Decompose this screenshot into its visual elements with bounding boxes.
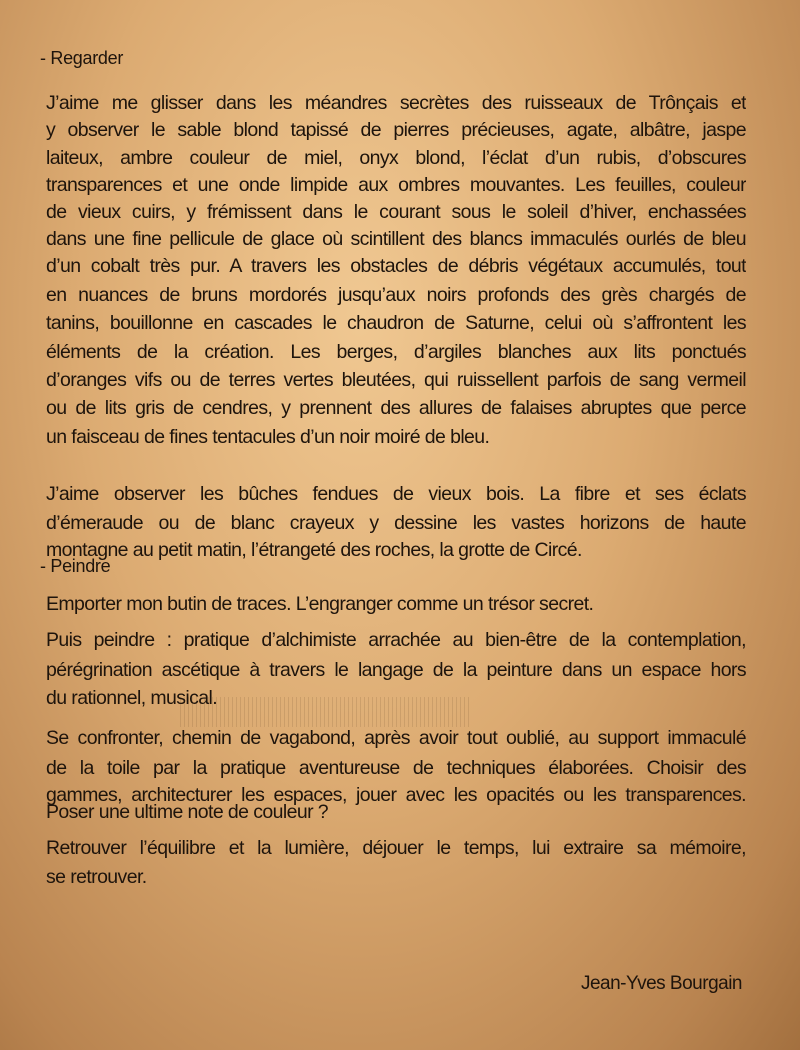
paragraph-line: dans une fine pellicule de glace où scintillent des blancs immaculés ourlés de bleu — [46, 228, 746, 250]
paragraph-line: tanins, bouillonne en cascades le chaudron de Saturne, celui où s’affrontent les — [46, 312, 746, 334]
paragraph-line: d’oranges vifs ou de terres vertes bleutées, qui ruissellent parfois de sang vermeil — [46, 369, 746, 391]
paragraph-line: un faisceau de fines tentacules d’un noir moiré de bleu. — [46, 426, 490, 448]
paragraph-line: en nuances de bruns mordorés jusqu’aux noirs profonds des grès chargés de — [46, 284, 746, 306]
paragraph-line: Emporter mon butin de traces. L’engranger comme un trésor secret. — [46, 593, 594, 615]
paragraph-line: se retrouver. — [46, 866, 147, 888]
paragraph-line: Poser une ultime note de couleur ? — [46, 801, 329, 823]
paragraph-line: pérégrination ascétique à travers le langage de la peinture dans un espace hors — [46, 659, 746, 681]
paragraph-line: de la toile par la pratique aventureuse de techniques élaborées. Choisir des — [46, 757, 746, 779]
section-heading: - Peindre — [40, 556, 111, 576]
paragraph-line: J’aime observer les bûches fendues de vieux bois. La fibre et ses éclats — [46, 483, 746, 505]
paragraph-line: transparences et une onde limpide aux ombres mouvantes. Les feuilles, couleur — [46, 174, 746, 196]
paragraph-line: d’un cobalt très pur. A travers les obstacles de débris végétaux accumulés, tout — [46, 255, 746, 277]
paragraph-line: du rationnel, musical. — [46, 687, 218, 709]
paragraph-line: ou de lits gris de cendres, y prennent des allures de falaises abruptes que perce — [46, 397, 746, 419]
paragraph-line: gammes, architecturer les espaces, jouer avec les opacités ou les transparences. — [46, 784, 746, 806]
paragraph-line: montagne au petit matin, l’étrangeté des roches, la grotte de Circé. — [46, 539, 582, 561]
paragraph-line: laiteux, ambre couleur de miel, onyx blond, l’éclat d’un rubis, d’obscures — [46, 147, 746, 169]
paragraph-line: Se confronter, chemin de vagabond, après avoir tout oublié, au support immaculé — [46, 727, 746, 749]
paragraph-line: J’aime me glisser dans les méandres secrètes des ruisseaux de Trônçais et — [46, 92, 746, 114]
paragraph-line: Puis peindre : pratique d’alchimiste arrachée au bien-être de la contemplation, — [46, 629, 746, 651]
signature: Jean-Yves Bourgain — [580, 973, 742, 994]
paragraph-line: Retrouver l’équilibre et la lumière, déjouer le temps, lui extraire sa mémoire, — [46, 837, 746, 859]
paragraph-line: d’émeraude ou de blanc crayeux y dessine les vastes horizons de haute — [46, 512, 746, 534]
section-heading: - Regarder — [40, 48, 124, 68]
paragraph-line: de vieux cuirs, y frémissent dans le courant sous le soleil d’hiver, enchassées — [46, 201, 746, 223]
paragraph-line: y observer le sable blond tapissé de pierres précieuses, agate, albâtre, jaspe — [46, 119, 746, 141]
paragraph-line: éléments de la création. Les berges, d’argiles blanches aux lits ponctués — [46, 341, 746, 363]
